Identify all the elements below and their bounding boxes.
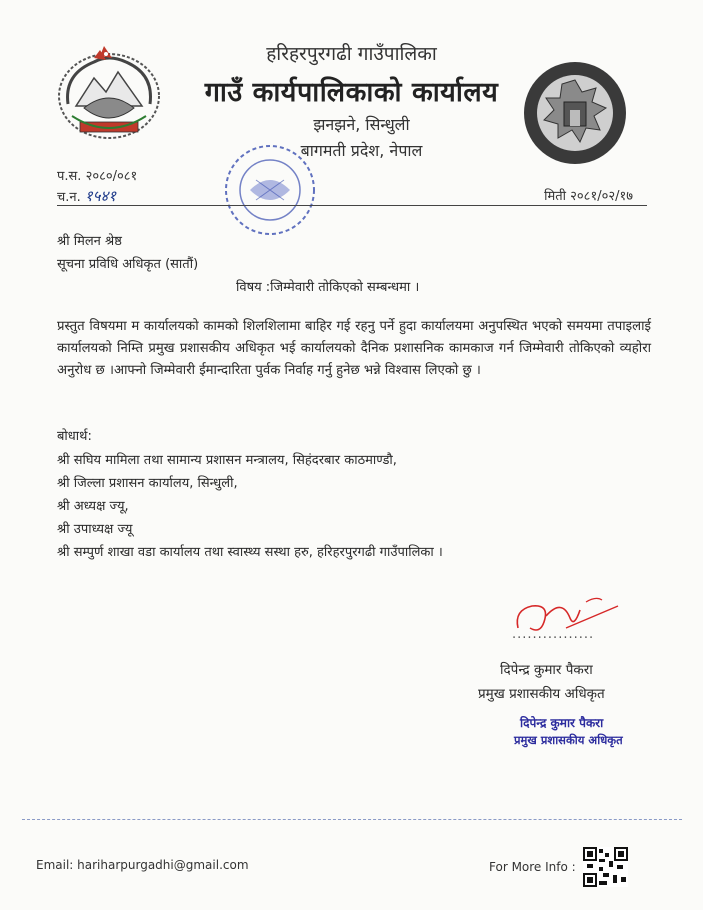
office-province: बागमती प्रदेश, नेपाल [300, 141, 423, 160]
recipient-title: सूचना प्रविधि अधिकृत (सातौं) [57, 257, 199, 272]
cc-item: श्री जिल्ला प्रशासन कार्यालय, सिन्धुली, [57, 476, 238, 491]
footer-divider [22, 819, 682, 820]
letter-body: प्रस्तुत विषयमा म कार्यालयको कामको शिलशिलामा बाहिर गई रहनु पर्ने हुदा कार्यालयमा अनुपस्थित भएको समयमा तपाइलाई कार्यालयको निम्ति प्रमुख प्रशासकीय अधिकृत भई कार्यालयको दैनिक प्रशासनिक कामकाज गर्न जिम्मेवारी तोकिएको व्यहोरा अनुरोध छ ।आफ्नो जिम्मेवारी ईमान्दारिता पुर्वक निर्वाह गर्नु हुनेछ भन्ने विश्वास लिएको छु । [57, 319, 651, 378]
cc-item: श्री अध्यक्ष ज्यू, [57, 499, 129, 514]
qr-code-icon[interactable] [583, 847, 628, 887]
footer-more-info: For More Info : [489, 860, 576, 874]
dispatch-number: १५४१ [84, 187, 117, 205]
cc-item: श्री सघिय मामिला तथा सामान्य प्रशासन मन्त्रालय, सिहंदरबार काठमाण्डौ, [57, 453, 397, 468]
office-stamp-icon [220, 140, 320, 240]
fiscal-year-reference: प.स. २०८०/०८१ [57, 169, 138, 184]
stamp-signatory-title: प्रमुख प्रशासकीय अधिकृत [514, 733, 623, 747]
signatory-name: दिपेन्द्र कुमार पैकरा [500, 662, 593, 678]
stamp-signatory-name: दिपेन्द्र कुमार पैकरा [520, 716, 604, 730]
municipality-name: हरिहरपुरगढी गाउँपालिका [266, 43, 437, 65]
cc-item: श्री सम्पुर्ण शाखा वडा कार्यालय तथा स्वास्थ्य सस्था हरु, हरिहरपुरगढी गाउँपालिका । [57, 545, 443, 560]
letter-subject: विषय :जिम्मेवारी तोकिएको सम्बन्धमा । [236, 280, 420, 295]
office-location: झनझने, सिन्धुली [313, 115, 410, 134]
office-name: गाउँ कार्यपालिकाको कार्यालय [204, 77, 499, 108]
recipient-name: श्री मिलन श्रेष्ठ [57, 234, 122, 249]
letter-date: मिती २०८१/०२/१७ [544, 189, 633, 204]
cc-heading: बोधार्थ: [57, 429, 92, 444]
header-divider [57, 205, 647, 206]
signature-line: ................ [512, 627, 595, 642]
signatory-title: प्रमुख प्रशासकीय अधिकृत [478, 686, 605, 702]
dispatch-label: च.न. [57, 190, 81, 205]
cc-item: श्री उपाध्यक्ष ज्यू [57, 522, 133, 537]
footer-email: Email: hariharpurgadhi@gmail.com [36, 858, 249, 872]
dispatch-number-row [57, 186, 116, 206]
